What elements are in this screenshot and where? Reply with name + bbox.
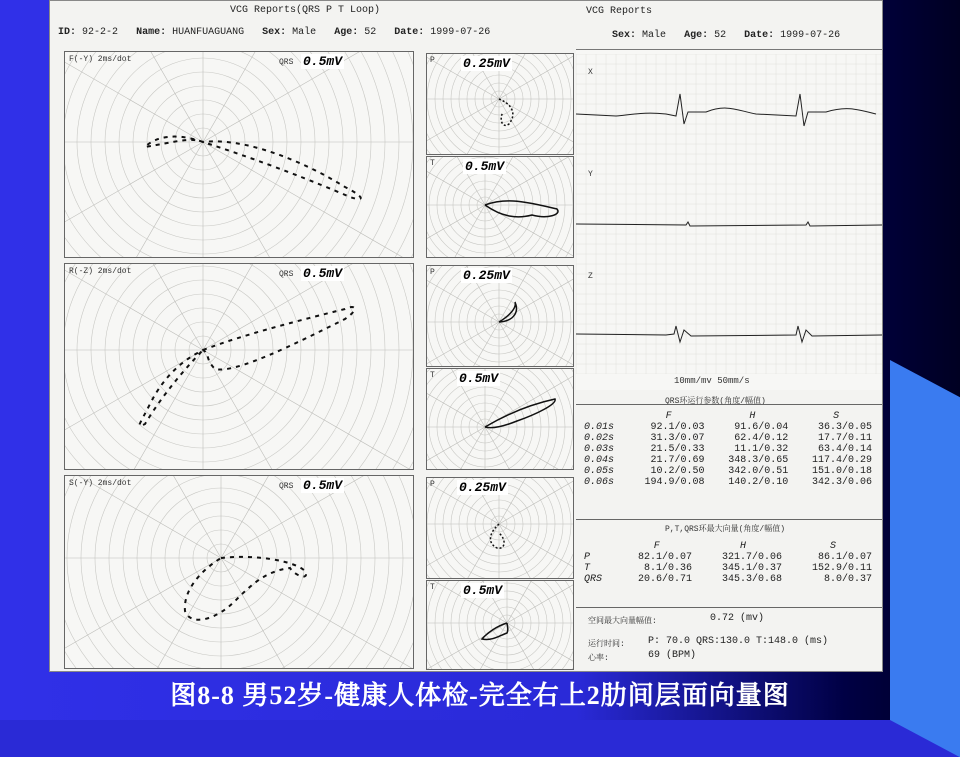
ecg-speed-label: 10mm/mv 50mm/s — [674, 376, 750, 386]
plane-label-frontal: F(-Y) 2ms/dot — [69, 55, 132, 64]
report-title: VCG Reports(QRS P T Loop) — [230, 5, 381, 16]
p-label: P — [430, 480, 435, 489]
table-cell: 10.2/0.50 — [650, 466, 705, 477]
table-cell: 86.1/0.07 — [817, 552, 872, 563]
table-cell: 0.01s — [584, 422, 615, 433]
p-loop-sagittal — [426, 477, 574, 579]
qrs-loop-trace-sagittal — [65, 476, 413, 668]
table-cell: 17.7/0.11 — [817, 433, 872, 444]
slide-caption: 图8-8 男52岁-健康人体检-完全右上2肋间层面向量图 — [170, 681, 790, 710]
header-cell: S — [829, 541, 836, 552]
table-header-row — [578, 541, 878, 552]
table-cell: 117.4/0.29 — [811, 455, 872, 466]
table-cell: 194.9/0.08 — [644, 477, 705, 488]
qrs-scale-label: 0.5mV — [303, 266, 343, 281]
table-cell: 82.1/0.07 — [637, 552, 692, 563]
divider — [576, 607, 882, 608]
p-scale-label: 0.25mV — [463, 56, 510, 71]
t-loop-horizontal — [426, 368, 574, 470]
qrs-label: QRS — [279, 482, 294, 491]
qrs-loop-horizontal — [64, 263, 414, 470]
spatial-label: 空间最大向量幅值: — [588, 617, 657, 626]
table-row — [578, 552, 878, 563]
t-scale-label: 0.5mV — [465, 159, 505, 174]
table-cell: 321.7/0.06 — [721, 552, 782, 563]
table-cell: 140.2/0.10 — [728, 477, 789, 488]
table-cell: 36.3/0.05 — [817, 422, 872, 433]
table-header-row — [578, 411, 878, 422]
spatial-value: 0.72 (mv) — [710, 613, 765, 624]
header-cell: S — [833, 411, 840, 422]
t-scale-label: 0.5mV — [459, 371, 499, 386]
table-row — [578, 466, 878, 477]
table-cell: 21.5/0.33 — [650, 444, 705, 455]
qrs-label: QRS — [279, 58, 294, 67]
table-cell: 0.02s — [584, 433, 615, 444]
table-cell: 63.4/0.14 — [817, 444, 872, 455]
table-cell: 342.0/0.51 — [728, 466, 789, 477]
table-row — [578, 477, 878, 488]
header-cell: F — [653, 541, 660, 552]
table-cell: QRS — [584, 574, 603, 585]
table-row — [578, 574, 878, 585]
header-cell — [578, 541, 616, 552]
qrs-loop-sagittal — [64, 475, 414, 669]
t-label: T — [430, 583, 435, 592]
p-loop-frontal — [426, 53, 574, 155]
p-loop-horizontal — [426, 265, 574, 367]
qrs-scale-label: 0.5mV — [303, 54, 343, 69]
t-loop-sagittal — [426, 580, 574, 670]
divider — [576, 519, 882, 520]
t-label: T — [430, 159, 435, 168]
table-cell: 342.3/0.06 — [811, 477, 872, 488]
header-cell — [578, 411, 627, 422]
table-cell: 20.6/0.71 — [637, 574, 692, 585]
table-row — [578, 563, 878, 574]
qrs-label: QRS — [279, 270, 294, 279]
max-vector-table — [578, 541, 878, 585]
table-cell: 91.6/0.04 — [734, 422, 789, 433]
ecg-lead-label: Y — [588, 170, 593, 179]
ecg-traces — [576, 54, 882, 374]
table2-title: P,T,QRS环最大向量(角度/幅值) — [665, 525, 786, 534]
report-title-right: VCG Reports — [586, 6, 653, 17]
table1-title: QRS环运行参数(角度/幅值) — [665, 397, 766, 406]
table-cell: 92.1/0.03 — [650, 422, 705, 433]
table-row — [578, 433, 878, 444]
ecg-lead-label: Z — [588, 272, 593, 281]
qrs-loop-trace-horizontal — [65, 264, 413, 469]
header-cell: H — [739, 541, 746, 552]
table-cell: 8.0/0.37 — [823, 574, 872, 585]
table-cell: 31.3/0.07 — [650, 433, 705, 444]
table-cell: P — [584, 552, 591, 563]
table-cell: 0.05s — [584, 466, 615, 477]
divider — [576, 404, 882, 405]
table-cell: 348.3/0.65 — [728, 455, 789, 466]
table-cell: 152.9/0.11 — [811, 563, 872, 574]
hr-label: 心率: — [588, 654, 609, 663]
table-row — [578, 422, 878, 433]
header-cell: H — [749, 411, 756, 422]
p-scale-label: 0.25mV — [459, 480, 506, 495]
report-header-right: Sex: Male Age: 52 Date: 1999-07-26 — [612, 30, 841, 41]
qrs-scale-label: 0.5mV — [303, 478, 343, 493]
table-cell: 0.03s — [584, 444, 615, 455]
vcg-report-paper — [49, 0, 883, 672]
table-cell: 345.1/0.37 — [721, 563, 782, 574]
table-cell: 11.1/0.32 — [734, 444, 789, 455]
p-label: P — [430, 268, 435, 277]
p-label: P — [430, 56, 435, 65]
report-header-left: ID: 92-2-2 Name: HUANFUAGUANG Sex: Male Age: 52 Date: 1999-07-26 — [58, 27, 491, 38]
table-row — [578, 444, 878, 455]
p-scale-label: 0.25mV — [463, 268, 510, 283]
table-cell: T — [584, 563, 591, 574]
qrs-parameter-table — [578, 411, 878, 488]
header-cell: F — [665, 411, 672, 422]
t-label: T — [430, 371, 435, 380]
plane-label-sagittal: S(-Y) 2ms/dot — [69, 479, 132, 488]
ecg-lead-label: X — [588, 68, 593, 77]
time-label: 运行时间: — [588, 640, 625, 649]
hr-value: 69 (BPM) — [648, 650, 697, 661]
table-cell: 0.06s — [584, 477, 615, 488]
table-cell: 62.4/0.12 — [734, 433, 789, 444]
table-cell: 0.04s — [584, 455, 615, 466]
table-cell: 345.3/0.68 — [721, 574, 782, 585]
table-row — [578, 455, 878, 466]
t-scale-label: 0.5mV — [463, 583, 503, 598]
time-value: P: 70.0 QRS:130.0 T:148.0 (ms) — [648, 636, 829, 647]
qrs-loop-trace-frontal — [65, 52, 413, 257]
table-cell: 8.1/0.36 — [643, 563, 692, 574]
ecg-panel — [576, 49, 882, 390]
table-cell: 151.0/0.18 — [811, 466, 872, 477]
plane-label-horizontal: R(-Z) 2ms/dot — [69, 267, 132, 276]
t-loop-frontal — [426, 156, 574, 258]
table-cell: 21.7/0.69 — [650, 455, 705, 466]
qrs-loop-frontal — [64, 51, 414, 258]
